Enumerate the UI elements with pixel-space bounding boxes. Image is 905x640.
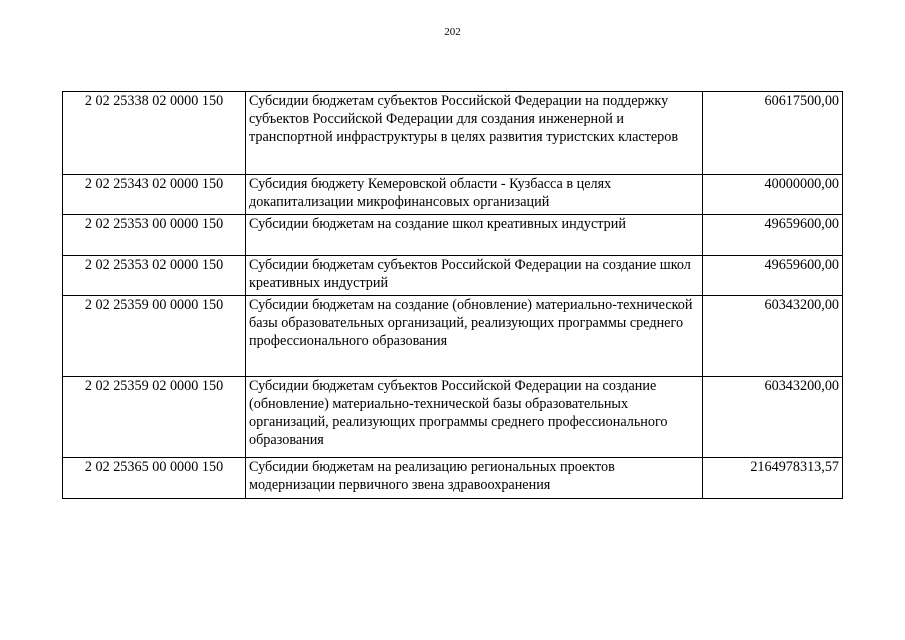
budget-code-cell: 2 02 25353 02 0000 150 [63, 256, 246, 296]
revenue-name-cell: Субсидии бюджетам на создание школ креативных индустрий [246, 215, 703, 256]
budget-code-cell: 2 02 25338 02 0000 150 [63, 92, 246, 175]
amount-cell: 40000000,00 [703, 175, 843, 215]
budget-code-cell: 2 02 25365 00 0000 150 [63, 458, 246, 499]
revenue-name-cell: Субсидии бюджетам субъектов Российской Федерации на создание школ креативных индустрий [246, 256, 703, 296]
page-number: 202 [444, 26, 461, 38]
revenue-name-cell: Субсидия бюджету Кемеровской области - Кузбасса в целях докапитализации микрофинансовых организаций [246, 175, 703, 215]
table-row [63, 215, 843, 256]
table-row [63, 175, 843, 215]
revenue-name-cell: Субсидии бюджетам субъектов Российской Федерации на поддержку субъектов Российской Федерации для создания инженерной и транспортной инфраструктуры в целях развития туристских кластеров [246, 92, 703, 175]
amount-cell: 2164978313,57 [703, 458, 843, 499]
amount-cell: 60343200,00 [703, 296, 843, 377]
amount-cell: 49659600,00 [703, 256, 843, 296]
budget-code-cell: 2 02 25343 02 0000 150 [63, 175, 246, 215]
table-row [63, 458, 843, 499]
revenue-name-cell: Субсидии бюджетам на реализацию региональных проектов модернизации первичного звена здравоохранения [246, 458, 703, 499]
budget-code-cell: 2 02 25359 00 0000 150 [63, 296, 246, 377]
budget-code-cell: 2 02 25359 02 0000 150 [63, 377, 246, 458]
budget-revenue-table [62, 91, 843, 499]
budget-code-cell: 2 02 25353 00 0000 150 [63, 215, 246, 256]
table-row [63, 256, 843, 296]
amount-cell: 60617500,00 [703, 92, 843, 175]
table-row [63, 92, 843, 175]
revenue-name-cell: Субсидии бюджетам на создание (обновление) материально-технической базы образовательных организаций, реализующих программы среднего профессионального образования [246, 296, 703, 377]
revenue-name-cell: Субсидии бюджетам субъектов Российской Федерации на создание (обновление) материально-технической базы образовательных организаций, реализующих программы среднего профессионального образования [246, 377, 703, 458]
table-row [63, 296, 843, 377]
amount-cell: 60343200,00 [703, 377, 843, 458]
amount-cell: 49659600,00 [703, 215, 843, 256]
table-row [63, 377, 843, 458]
